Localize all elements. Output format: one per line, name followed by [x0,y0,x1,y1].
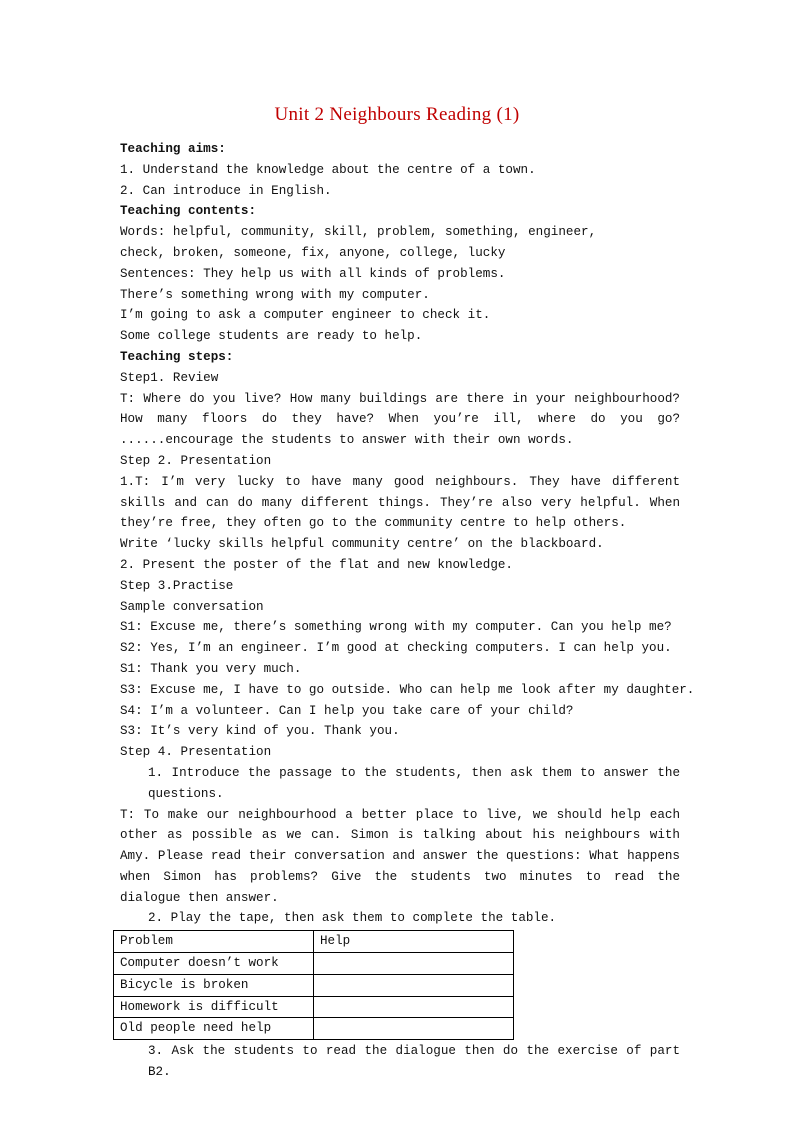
section-heading: Teaching steps: [120,349,234,364]
table-cell-problem: Bicycle is broken [114,974,314,996]
table-cell-help [314,974,514,996]
text-line: Some college students are ready to help. [120,329,423,344]
document-body [120,139,695,1083]
text-line: Write ‘lucky skills helpful community centre’ on the blackboard. [120,537,604,552]
problem-help-table [113,930,514,1040]
text-line: Words: helpful, community, skill, problem, something, engineer, [120,225,597,240]
table-row [114,974,514,996]
table-row [114,1018,514,1040]
table-header-cell: Help [314,931,514,953]
text-line: S4: I’m a volunteer. Can I help you take care of your child? [120,703,574,718]
table-cell-help [314,953,514,975]
document-title: Unit 2 Neighbours Reading (1) [274,104,520,125]
text-line: check, broken, someone, fix, anyone, college, lucky [120,245,506,260]
text-line: 1. Understand the knowledge about the centre of a town. [120,162,536,177]
table-header-cell: Problem [114,931,314,953]
paragraph: 1.T: I’m very lucky to have many good neighbours. They have different skills and can do many different things. They’re also very helpful. When they’re free, they often go to the community centre to help others. [120,474,680,531]
text-line: 2. Can introduce in English. [120,183,332,198]
section-heading: Teaching aims: [120,142,226,156]
text-line: There’s something wrong with my computer. [120,287,430,302]
table-cell-problem: Old people need help [114,1018,314,1040]
text-line: S1: Excuse me, there’s something wrong with my computer. Can you help me? [120,620,672,635]
table-cell-problem: Computer doesn’t work [114,953,314,975]
table-header-row [114,931,514,953]
lesson-plan-text-after-table [120,1041,680,1083]
text-line: I’m going to ask a computer engineer to check it. [120,308,491,323]
table-row [114,996,514,1018]
text-line: Step1. Review [120,370,219,385]
text-line: 2. Present the poster of the flat and new knowledge. [120,557,513,572]
text-line: S3: Excuse me, I have to go outside. Who can help me look after my daughter. [120,682,695,697]
text-line: S1: Thank you very much. [120,661,302,676]
numbered-step: 1. Introduce the passage to the students, then ask them to answer the questions. [148,765,680,801]
numbered-step: 3. Ask the students to read the dialogue then do the exercise of part B2. [148,1044,680,1080]
text-line: S2: Yes, I’m an engineer. I’m good at checking computers. I can help you. [120,641,672,656]
table-cell-help [314,996,514,1018]
table-cell-problem: Homework is difficult [114,996,314,1018]
table-row [114,953,514,975]
section-heading: Teaching contents: [120,204,257,219]
text-line: Step 2. Presentation [120,453,272,468]
text-line: Sentences: They help us with all kinds of problems. [120,266,506,281]
text-line: Step 3.Practise [120,578,234,593]
paragraph: T: Where do you live? How many buildings are there in your neighbourhood? How many floors do they have? When you’re ill, where do you go? ......encourage the students to answer with their own words. [120,391,680,448]
text-line: S3: It’s very kind of you. Thank you. [120,724,400,739]
table-cell-help [314,1018,514,1040]
paragraph: T: To make our neighbourhood a better place to live, we should help each other as possible as we can. Simon is talking about his neighbours with Amy. Please read their conversation and answer the questions: What happens when Simon has problems? Give the students two minutes to read the dialogue then answer. [120,807,680,905]
numbered-step: 2. Play the tape, then ask them to complete the table. [148,911,557,926]
text-line: Step 4. Presentation [120,745,272,760]
lesson-plan-text [120,139,695,929]
text-line: Sample conversation [120,599,264,614]
